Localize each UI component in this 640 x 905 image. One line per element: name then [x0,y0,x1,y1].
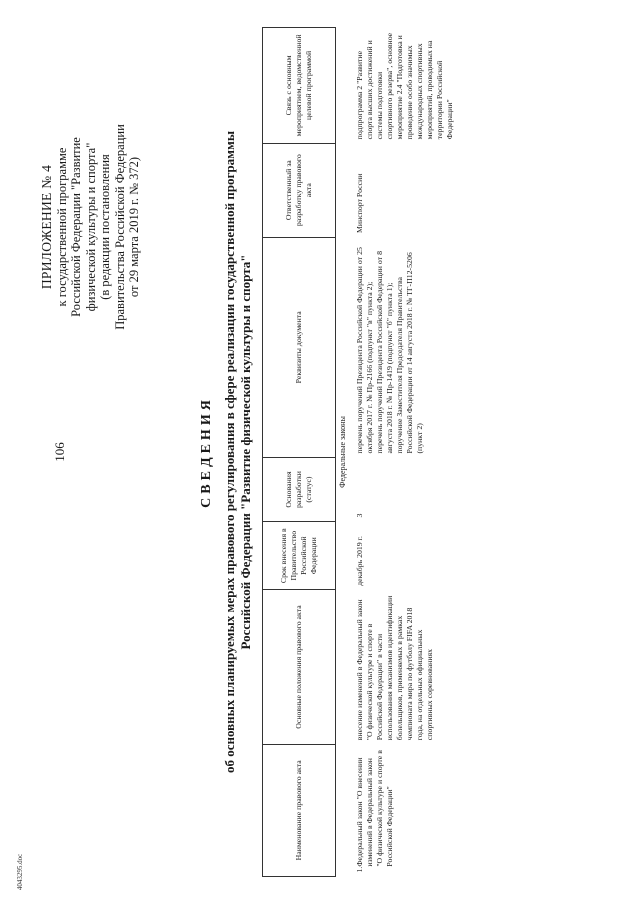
section-row [336,28,353,877]
header-provisions: Основные положения правового акта [263,590,336,744]
title-main: СВЕДЕНИЯ [199,396,214,508]
appendix-title: ПРИЛОЖЕНИЕ № 4 [39,164,54,290]
table-row [352,28,455,877]
appendix-line: физической культуры и спорта" [83,142,98,312]
header-basis: Основания разработки (статус) [263,458,336,522]
cell-responsible [352,143,455,237]
appendix-block [40,97,142,357]
header-details: Реквизиты документа [263,237,336,458]
title-sub-line: об основных планируемых мерах правового регулирования в сфере реализации государственной программы [222,130,237,774]
measures-table [262,27,455,877]
responsible-text: Минспорт России [355,173,364,234]
appendix-line: Российской Федерации "Развитие [69,137,83,317]
appendix-line: от 29 марта 2019 г. № 372) [127,156,141,298]
landscape-content [40,27,600,877]
row-number: 1. [355,866,364,873]
basis-text: 3 [355,513,364,518]
provisions-text: внесение изменений в Федеральный закон "О физической культуре и спорте в Российской Федерации" в части использования механизмов идентификации болельщиков, применяемых в рамках чемпионата мира по футболу FIFA 2018 года, на отдельных официальных спортивных соревнованиях [355,595,434,741]
header-act-name: Наименование правового акта [263,744,336,876]
title-sub-line: Российской Федерации "Развитие физической культуры и спорта" [238,254,253,650]
title-subtitle [222,27,254,877]
cell-deadline [352,521,455,589]
document-title [198,27,254,877]
appendix-line: Правительства Российской Федерации [112,124,127,330]
details-text: перечень поручений Президента Российской Федерации от 25 октября 2017 г. № Пр-2166 (подпункт "в" пункта 2); перечень поручений Президента Российской Федерации от 8 августа 2018 г. № Пр-1419 (подпункт "б" пункта 1); поручение Заместителя Председателя Правительства Российской Федерации от 14 августа 2018 г. № ТГ-П12-5206 (пункт 2) [355,247,424,454]
table-header-row [263,28,336,877]
cell-provisions [352,590,455,744]
appendix-line: к государственной программе [54,147,69,307]
cell-basis [352,458,455,522]
deadline-text: декабрь 2019 г. [355,536,364,586]
header-deadline: Срок внесения в Правительство Российской Федерации [263,521,336,589]
section-label: Федеральные законы [338,416,347,488]
cell-link [352,28,455,144]
cell-act-name [352,744,455,876]
header-responsible: Ответственный за разработку правового акта [263,143,336,237]
cell-details [352,237,455,458]
header-link: Связь с основным мероприятием, ведомственной целевой программой [263,28,336,144]
link-text: подпрограмма 2 "Развитие спорта высших достижений и системы подготовки спортивного резерва", основное мероприятие 2.4 "Подготовка и проведение особо значимых международных спортивных мероприятий, проводимых на территории Российской Федерации" [355,32,454,140]
appendix-line: (в редакции постановления [98,154,112,300]
act-name-text: Федеральный закон "О внесении изменений в Федеральный закон "О физической культуре и спорте в Российской Федерации" [355,750,394,867]
